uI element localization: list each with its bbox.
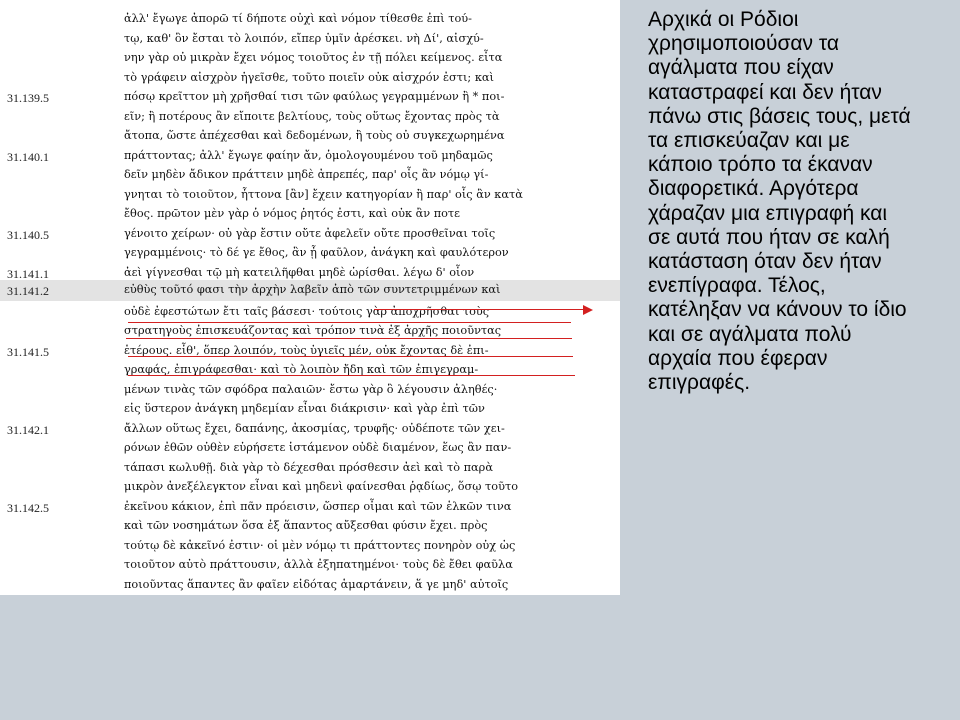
text-line	[0, 420, 620, 440]
text-line	[0, 244, 620, 264]
text-line	[0, 400, 620, 420]
note-line: αγάλματα που είχαν	[648, 56, 834, 80]
text-line	[0, 303, 620, 323]
greek-text: ρόνων ἐθῶν οὐθὲν εὑρήσετε ἱστάμενον οὐδὲ διαμένον, ἕως ἂν παν-	[124, 441, 512, 454]
red-underline	[126, 338, 572, 339]
note-line: καταστραφεί και δεν ήταν	[648, 80, 882, 104]
greek-text: πόσῳ κρεῖττον μὴ χρῆσθαί τισι τῶν φαύλως γεγραμμένων ἢ * ποι-	[124, 90, 505, 103]
note-line: αρχαία που έφεραν	[648, 346, 828, 370]
text-line	[0, 49, 620, 69]
text-line	[0, 127, 620, 147]
greek-text: τάπασι κωλυθῇ. διὰ γὰρ τὸ δέχεσθαι πρόσθεσιν ἀεὶ καὶ τὸ παρὰ	[124, 460, 493, 474]
red-arrow-head-icon	[583, 305, 593, 315]
greek-text: ποιοῦντας ἅπαντες ἂν φαῖεν εἰδότας ἁμαρτάνειν, ἅ γε μηδ' αὐτοῖς	[124, 577, 509, 591]
red-underline	[128, 375, 575, 376]
text-line	[0, 88, 620, 108]
red-underline	[128, 322, 571, 323]
line-reference: 31.140.5	[7, 227, 49, 242]
greek-text: τούτῳ δὲ κἀκεῖνό ἐστιν· οἱ μὲν νόμῳ τι πράττοντες πονηρὸν οὐχ ὡς	[124, 538, 516, 552]
highlighted-text-line	[0, 280, 620, 301]
line-reference: 31.142.5	[7, 500, 49, 515]
greek-text: ἄτοπα, ὥστε ἀπέχεσθαι καὶ δεδομένων, ἢ τοὺς οὐ συγκεχωρημένα	[124, 129, 505, 142]
text-line	[0, 225, 620, 245]
red-arrow-line	[374, 309, 584, 310]
text-line	[0, 30, 620, 50]
greek-text: ἀεὶ γίγνεσθαι τῷ μὴ κατειλῆφθαι μηδὲ ὡρίσθαι. λέγω δ' οἷον	[124, 265, 475, 279]
text-line	[0, 537, 620, 557]
note-line: κατάσταση όταν δεν ήταν	[648, 250, 882, 274]
greek-text: ἔθος. πρῶτον μὲν γὰρ ὁ νόμος ῥητός ἐστι, καὶ οὐκ ἂν ποτε	[124, 207, 461, 220]
text-line	[0, 69, 620, 89]
greek-text: μικρὸν ἀνεξέλεγκτον εἶναι καὶ μηδενὶ φαίνεσθαι ῥᾳδίως, ὅσῳ τοῦτο	[124, 480, 519, 493]
line-reference: 31.141.2	[7, 284, 49, 298]
text-line	[0, 498, 620, 518]
greek-text: ἐκεῖνου κάκιον, ἐπὶ πᾶν πρόεισιν, ὥσπερ οἶμαι καὶ τῶν ἑλκῶν τινα	[124, 499, 512, 513]
line-reference: 31.141.5	[7, 344, 49, 359]
text-line	[0, 381, 620, 401]
note-line: κάποιο τρόπο τα έκαναν	[648, 153, 873, 177]
text-line	[0, 166, 620, 186]
greek-text: τῳ, καθ' ὃν ἔσται τὸ λοιπόν, εἴπερ ὑμῖν ἀρέσκει. νὴ Δί', αἰσχύ-	[124, 31, 484, 45]
greek-text: γραφάς, ἐπιγράφεσθαι· καὶ τὸ λοιπὸν ἤδη καὶ τῶν ἐπιγεγραμ-	[124, 363, 479, 376]
greek-text: οὐδὲ ἐφεστώτων ἔτι ταῖς βάσεσι· τούτοις γὰρ ἀποχρῆσθαι τοὺς	[124, 304, 490, 318]
greek-text: μένων τινὰς τῶν σφόδρα παλαιῶν· ἔστω γὰρ ὃ λέγουσιν ἀληθές·	[124, 382, 498, 396]
note-line: χρησιμοποιούσαν τα	[648, 32, 840, 56]
line-reference: 31.139.5	[7, 91, 49, 105]
note-line: κατέληξαν να κάνουν το ίδιο	[648, 298, 907, 322]
greek-text: καὶ τῶν νοσημάτων ὅσα ἐξ ἅπαντος αὔξεσθαι φύσιν ἔχει. πρὸς	[124, 519, 488, 532]
greek-text: εἰς ὕστερον ἀνάγκη μηδεμίαν εἶναι διάκρισιν· καὶ γὰρ ἐπὶ τῶν	[124, 402, 485, 415]
greek-text: γεγραμμένοις· τὸ δέ γε ἔθος, ἂν ᾖ φαῦλον, ἀνάγκη καὶ φαυλότερον	[124, 246, 509, 259]
red-underline	[128, 356, 573, 357]
note-line: επιγραφές.	[648, 371, 751, 395]
greek-text: πράττοντας; ἀλλ' ἔγωγε φαίην ἄν, ὁμολογουμένου τοῦ μηδαμῶς	[124, 148, 493, 162]
greek-text: δεῖν μηδὲν ἄδικον πράττειν μηδὲ ἀπρεπές, παρ' οἷς ἂν νόμῳ γί-	[124, 168, 489, 181]
greek-text: τὸ γράφειν αἰσχρὸν ἡγεῖσθε, τοῦτο ποιεῖν οὐκ αἰσχρόν ἐστι; καὶ	[124, 70, 494, 84]
line-reference: 31.140.1	[7, 149, 49, 164]
text-line	[0, 10, 620, 30]
text-line	[0, 439, 620, 459]
greek-text: νην γὰρ οὐ μικρὰν ἔχει νόμος τοιοῦτος ἐν τῇ πόλει κείμενος. εἶτα	[124, 51, 503, 64]
line-reference: 31.141.1	[7, 266, 49, 281]
note-line: χάραζαν μια επιγραφή και	[648, 201, 888, 225]
greek-text: ἑτέρους. εἶθ', ὅπερ λοιπόν, τοὺς ὑγιεῖς μέν, οὐκ ἔχοντας δὲ ἐπι-	[124, 343, 489, 357]
greek-text: στρατηγοὺς ἐπισκευάζοντας καὶ τρόπον τινὰ ἐξ ἀρχῆς ποιοῦντας	[124, 324, 502, 337]
text-line	[0, 147, 620, 167]
note-line: πάνω στις βάσεις τους, μετά	[648, 104, 911, 128]
greek-text: εὐθὺς τοῦτό φασι τὴν ἀρχὴν λαβεῖν ἀπὸ τῶν συντετριμμένων καὶ	[124, 283, 501, 296]
greek-text: τοιοῦτον αὐτὸ πράττουσιν, ἀλλὰ ἐξηπατημένοι· τοὺς δὲ ἔθει φαῦλα	[124, 558, 513, 571]
text-line	[0, 556, 620, 576]
commentary-note	[648, 8, 950, 395]
text-line	[0, 108, 620, 128]
text-line	[0, 322, 620, 342]
note-line: ενεπίγραφα. Τέλος,	[648, 274, 826, 298]
greek-text: ἀλλ' ἔγωγε ἀπορῶ τί δήποτε οὐχὶ καὶ νόμον τίθεσθε ἐπὶ τού-	[124, 12, 472, 25]
note-line: τα επισκεύαζαν και με	[648, 129, 850, 153]
greek-text: γένοιτο χείρων· οὐ γὰρ ἔστιν οὔτε ἀφελεῖν οὔτε προσθεῖναι τοῖς	[124, 226, 496, 240]
text-line	[0, 576, 620, 596]
text-line	[0, 478, 620, 498]
text-line	[0, 459, 620, 479]
text-line	[0, 342, 620, 362]
line-reference: 31.142.1	[7, 422, 49, 437]
greek-text: γνηται τὸ τοιοῦτον, ἧττονα [ἂν] ἔχειν κατηγορίαν ἢ παρ' οἷς ἂν κατὰ	[124, 187, 523, 201]
text-line	[0, 517, 620, 537]
note-line: Αρχικά οι Ρόδιοι	[648, 8, 799, 31]
greek-text: εῖν; ἢ ποτέρους ἂν εἴποιτε βελτίους, τοὺς οὕτως ἔχοντας πρὸς τὰ	[124, 109, 500, 123]
text-line	[0, 186, 620, 206]
text-line	[0, 205, 620, 225]
note-line: σε αυτά που ήταν σε καλή	[648, 225, 890, 249]
note-line: διαφορετικά. Αργότερα	[648, 177, 859, 201]
text-line	[0, 361, 620, 381]
note-line: και σε αγάλματα πολύ	[648, 322, 852, 346]
greek-text: ἄλλων οὕτως ἔχει, δαπάνης, ἀκοσμίας, τρυφῆς· οὐδέποτε τῶν χει-	[124, 421, 505, 435]
